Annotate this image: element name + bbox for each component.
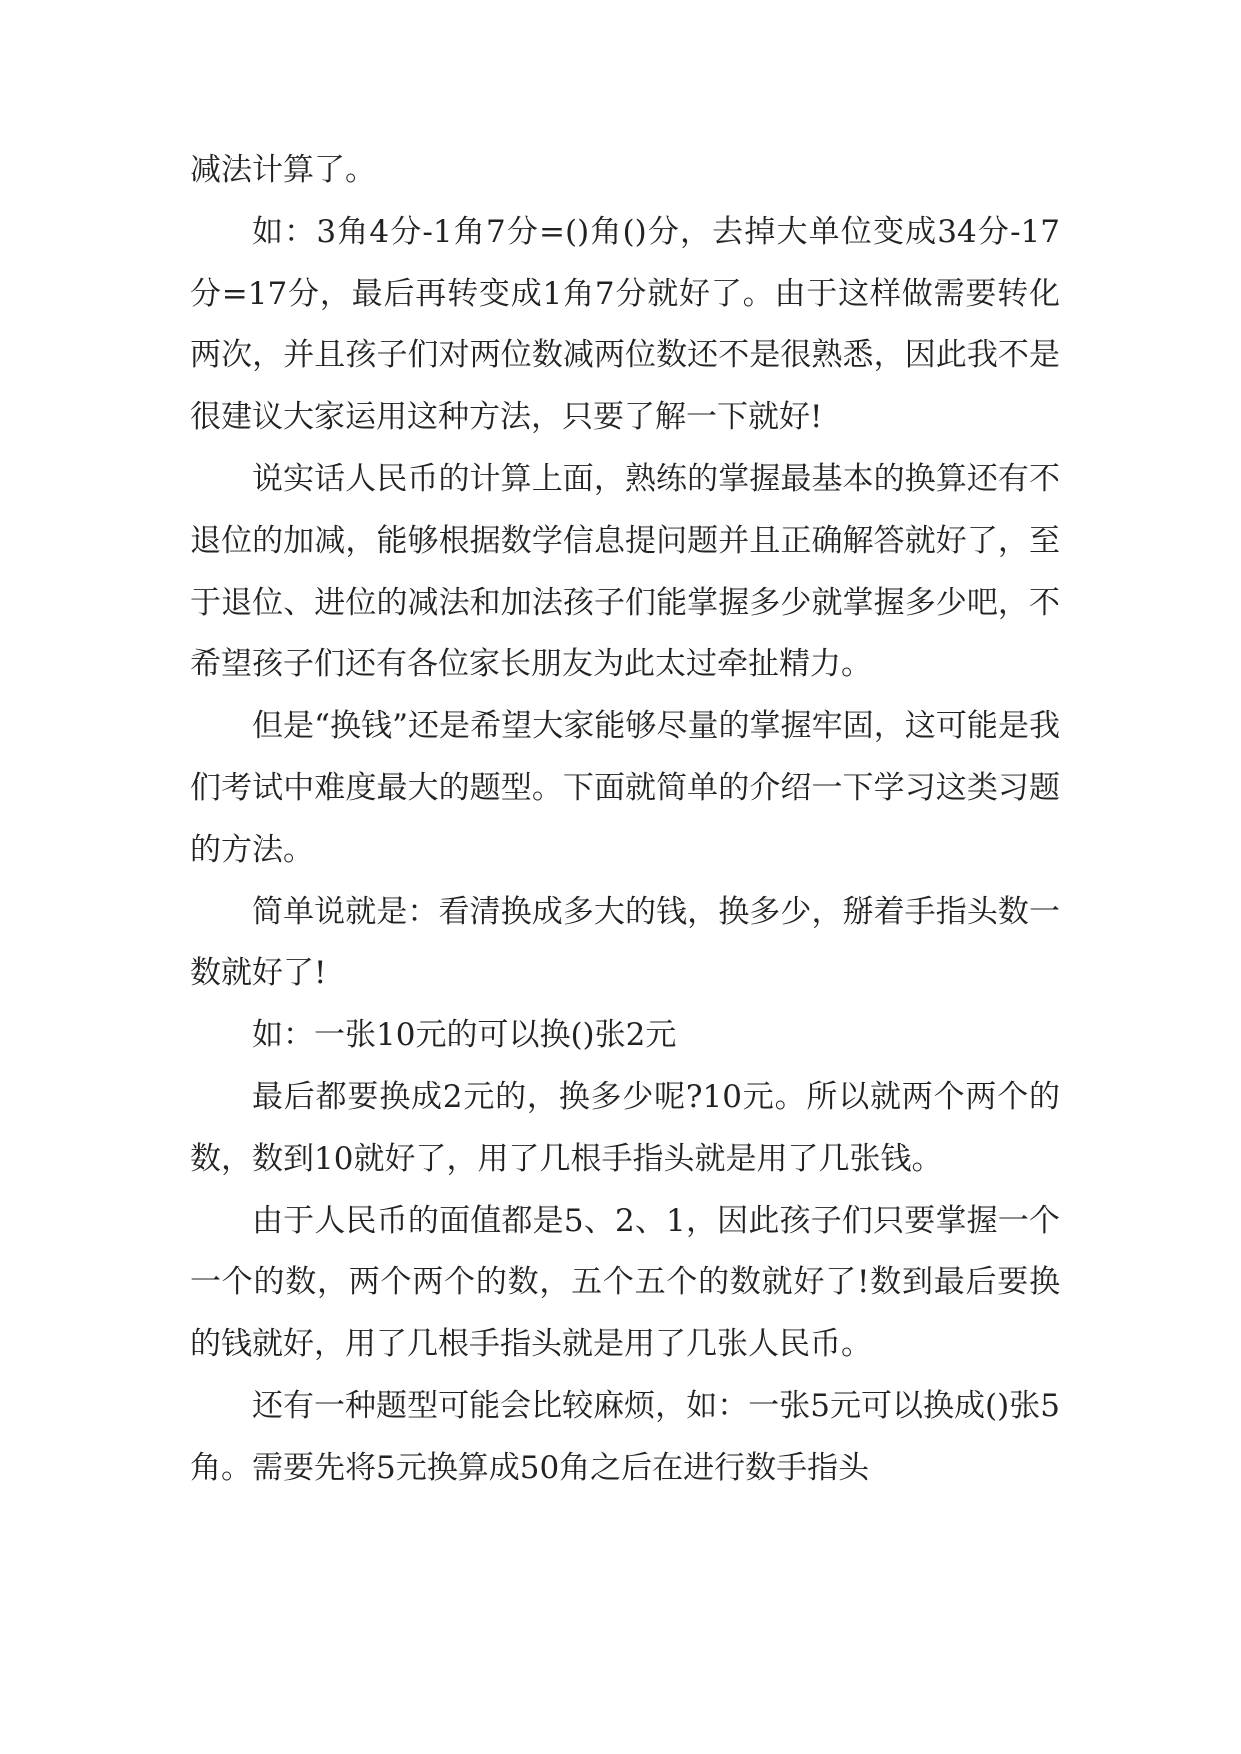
paragraph-1: 减法计算了。 [190, 152, 376, 188]
paragraph-6: 如：一张10元的可以换()张2元 [252, 1017, 677, 1054]
paragraph-3: 说实话人民币的计算上面，熟练的掌握最基本的换算还有不退位的加减，能够根据数学信息提问题并且正确解答就好了，至于退位、进位的减法和加法孩子们能掌握多少就掌握多少吧，不希望孩子们还有各位家长朋友为此太过牵扯精力。 [190, 460, 1060, 683]
paragraph-2: 如：3角4分-1角7分=()角()分，去掉大单位变成34分-17分=17分，最后再转变成1角7分就好了。由于这样做需要转化两次，并且孩子们对两位数减两位数还不是很熟悉，因此我不是很建议大家运用这种方法，只要了解一下就好! [190, 213, 1060, 436]
paragraph-7: 最后都要换成2元的，换多少呢?10元。所以就两个两个的数，数到10就好了，用了几根手指头就是用了几张钱。 [190, 1078, 1060, 1177]
paragraph-8: 由于人民币的面值都是5、2、1，因此孩子们只要掌握一个一个的数，两个两个的数，五个五个的数就好了!数到最后要换的钱就好，用了几根手指头就是用了几张人民币。 [190, 1202, 1060, 1363]
paragraph-9: 还有一种题型可能会比较麻烦，如：一张5元可以换成()张5角。需要先将5元换算成50角之后在进行数手指头 [190, 1387, 1060, 1486]
paragraph-5: 简单说就是：看清换成多大的钱，换多少，掰着手指头数一数就好了! [190, 893, 1060, 992]
paragraph-4: 但是“换钱”还是希望大家能够尽量的掌握牢固，这可能是我们考试中难度最大的题型。下面就简单的介绍一下学习这类习题的方法。 [190, 708, 1060, 868]
document-page [190, 140, 1060, 1500]
